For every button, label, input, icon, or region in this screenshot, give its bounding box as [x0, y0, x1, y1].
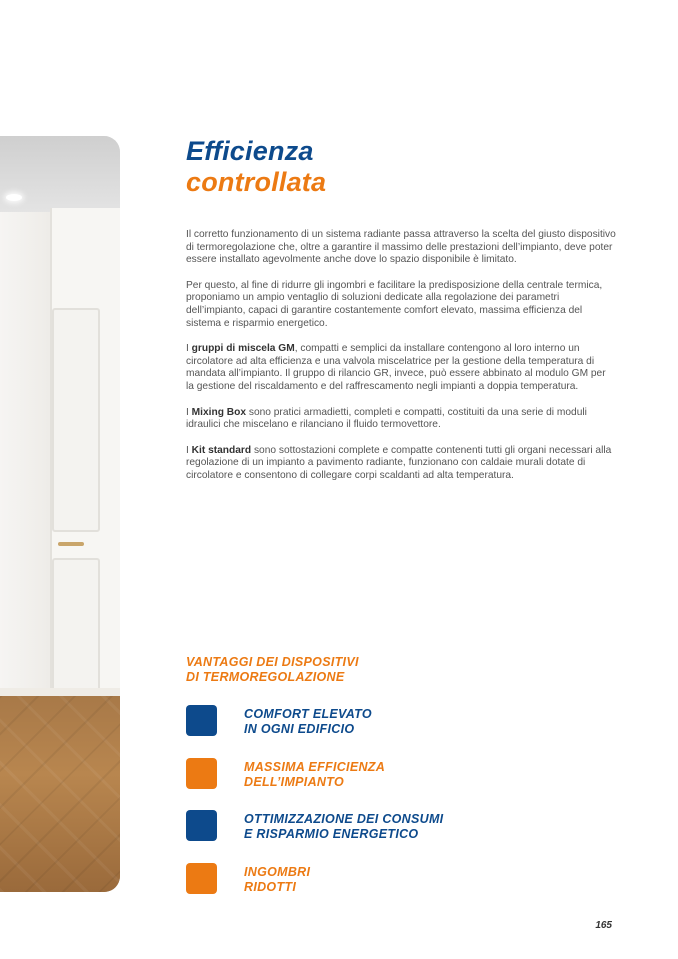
advantage-item-comfort: [186, 705, 626, 737]
paragraph-mixing-box-bold: Mixing Box: [191, 406, 247, 418]
advantage-label: [244, 707, 372, 736]
blue-square-icon: [186, 705, 217, 736]
wall: [0, 212, 50, 732]
blue-square-icon: [186, 810, 217, 841]
orange-square-icon: [186, 863, 217, 894]
page-title: [186, 136, 326, 198]
advantage-label-line-1: OTTIMIZZAZIONE DEI CONSUMI: [244, 812, 444, 826]
title-line-2: controllata: [186, 167, 327, 197]
interior-photo: [0, 136, 120, 892]
advantage-label-line-1: COMFORT ELEVATO: [244, 707, 372, 721]
advantage-label: [244, 865, 310, 894]
cabinet-panel-upper: [52, 308, 100, 532]
paragraph-kit-standard-bold: Kit standard: [191, 444, 252, 456]
advantages-heading: [186, 655, 359, 685]
paragraph-kit-standard-rest: sono sottostazioni complete e compatte contenenti tutti gli organi necessari alla regolazione di un impianto a pavimento radiante, funzionano con caldaie murali dotate di circolatore e consentono di collegare corpi scaldanti ad alta temperatura.: [186, 444, 612, 481]
orange-square-icon: [186, 758, 217, 789]
advantages-heading-line-2: DI TERMOREGOLAZIONE: [186, 670, 345, 684]
title-line-1: Efficienza: [186, 136, 314, 166]
wooden-floor: [0, 696, 120, 892]
advantage-label-line-2: RIDOTTI: [244, 879, 297, 894]
paragraph-intro: Il corretto funzionamento di un sistema radiante passa attraverso la scelta del giusto dispositivo di termoregolazione che, oltre a garantire il massimo delle prestazioni dell’impianto, deve poter essere installato agevolmente anche dove lo spazio disponibile è limitato.: [186, 229, 616, 266]
paragraph-gm-bold: gruppi di miscela GM: [191, 343, 295, 355]
cabinet-handle: [58, 542, 84, 546]
paragraph-gm: [186, 343, 616, 393]
paragraph-gm-prefix: I: [186, 343, 192, 355]
body-text: [186, 229, 616, 496]
advantage-label-line-1: MASSIMA EFFICIENZA: [244, 760, 386, 774]
advantage-label-line-2: E RISPARMIO ENERGETICO: [244, 826, 419, 841]
advantage-label-line-2: DELL’IMPIANTO: [244, 774, 344, 789]
advantage-item-savings: [186, 810, 626, 842]
advantage-label: [244, 760, 385, 789]
paragraph-gm-rest: , compatti e semplici da installare contengono al loro interno un circolatore ad alta efficienza e una valvola miscelatrice per la gestione della temperatura di mandata all’impianto. Il gruppo di rilancio GR, invece, può essere abbinato al modulo GM per la gestione del riscaldamento e del raffrescamento negli impianti a doppia temperatura.: [186, 343, 606, 392]
paragraph-kit-standard: [186, 445, 616, 483]
advantages-heading-line-1: VANTAGGI DEI DISPOSITIVI: [186, 655, 359, 669]
paragraph-mixing-box-rest: sono pratici armadietti, completi e compatti, costituiti da una serie di moduli idraulici che miscelano e rilanciano il fluido termovettore.: [186, 406, 587, 431]
paragraph-solutions: Per questo, al fine di ridurre gli ingombri e facilitare la predisposizione della centrale termica, proponiamo un ampio ventaglio di soluzioni dedicate alla regolazione dei parametri dell’impianto, capaci di garantire costantemente comfort elevato, massima efficienza del sistema e risparmio energetico.: [186, 279, 603, 329]
ceiling: [0, 136, 120, 214]
advantage-label: [244, 812, 443, 841]
wardrobe-cabinet: [50, 208, 120, 732]
advantage-item-efficiency: [186, 758, 626, 790]
advantage-label-line-1: INGOMBRI: [244, 865, 311, 879]
page-number: 165: [595, 920, 612, 931]
paragraph-mixing-box: [186, 407, 616, 432]
ceiling-light: [6, 194, 22, 201]
advantage-label-line-2: IN OGNI EDIFICIO: [244, 721, 355, 736]
paragraph-kit-standard-prefix: I: [186, 444, 192, 456]
advantage-item-compact: [186, 863, 626, 895]
paragraph-mixing-box-prefix: I: [186, 406, 192, 418]
